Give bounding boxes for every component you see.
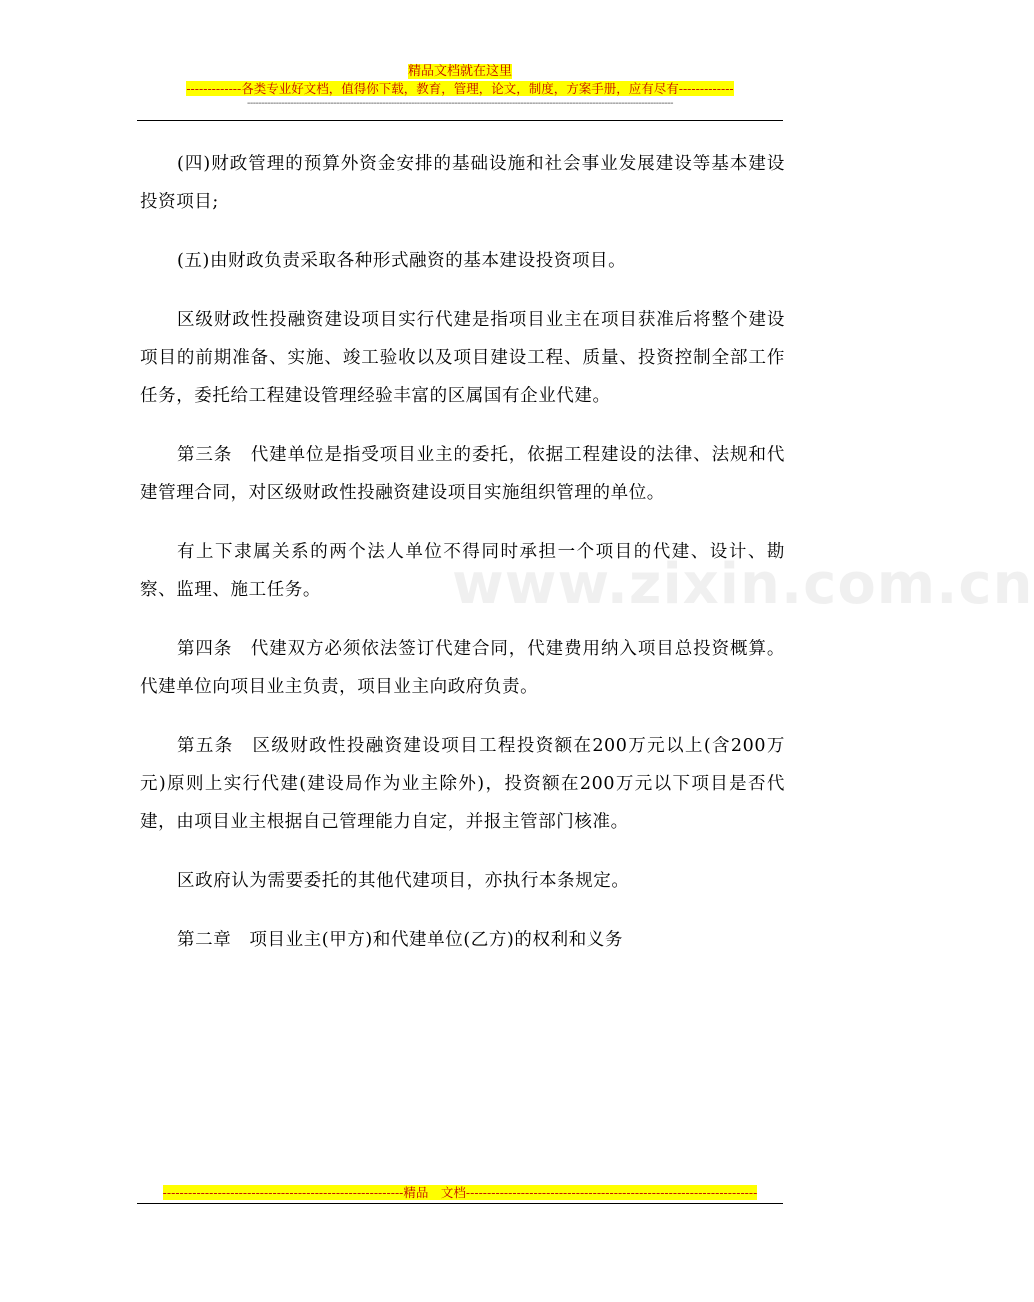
header-subtitle bbox=[137, 80, 783, 98]
header-divider bbox=[137, 120, 783, 121]
paragraph-article-4: 第四条 代建双方必须依法签订代建合同，代建费用纳入项目总投资概算。代建单位向项目业主负责，项目业主向政府负责。 bbox=[140, 639, 785, 697]
paragraph-8: 区政府认为需要委托的其他代建项目，亦执行本条规定。 bbox=[177, 871, 630, 891]
paragraph-1: (四)财政管理的预算外资金安排的基础设施和社会事业发展建设等基本建设投资项目; bbox=[140, 154, 785, 212]
watermark: www.zixin.com.cn bbox=[452, 552, 1034, 617]
header-subtitle-text: -------------各类专业好文档，值得你下载，教育，管理，论文，制度，方案手册，应有尽有------------- bbox=[186, 81, 734, 96]
paragraph-article-5: 第五条 区级财政性投融资建设项目工程投资额在200万元以上(含200万元)原则上实行代建(建设局作为业主除外)，投资额在200万元以下项目是否代建，由项目业主根据自己管理能力自定，并报主管部门核准。 bbox=[140, 736, 785, 832]
page-footer bbox=[137, 1184, 783, 1201]
paragraph-5: 有上下隶属关系的两个法人单位不得同时承担一个项目的代建、设计、勘察、监理、施工任务。 bbox=[140, 542, 785, 600]
paragraph-article-3: 第三条 代建单位是指受项目业主的委托，依据工程建设的法律、法规和代建管理合同，对区级财政性投融资建设项目实施组织管理的单位。 bbox=[140, 445, 785, 503]
page-header bbox=[137, 64, 783, 110]
header-dash-line: ---------------------------------------------------------------------------------------------------------------------------------------------------- bbox=[246, 98, 674, 109]
footer-text: ---------------------------------------------------------精品 文档--------------------------------------------------------------------- bbox=[162, 1185, 758, 1200]
chapter-2-heading: 第二章 项目业主(甲方)和代建单位(乙方)的权利和义务 bbox=[177, 930, 624, 950]
document-body bbox=[140, 145, 785, 980]
footer-divider bbox=[137, 1203, 783, 1204]
footer-line bbox=[137, 1184, 783, 1201]
paragraph-3: 区级财政性投融资建设项目实行代建是指项目业主在项目获准后将整个建设项目的前期准备、实施、竣工验收以及项目建设工程、质量、投资控制全部工作任务，委托给工程建设管理经验丰富的区属国有企业代建。 bbox=[140, 310, 785, 406]
header-title-text: 精品文档就在这里 bbox=[407, 64, 512, 79]
header-title bbox=[137, 64, 783, 80]
paragraph-2: (五)由财政负责采取各种形式融资的基本建设投资项目。 bbox=[177, 251, 627, 271]
